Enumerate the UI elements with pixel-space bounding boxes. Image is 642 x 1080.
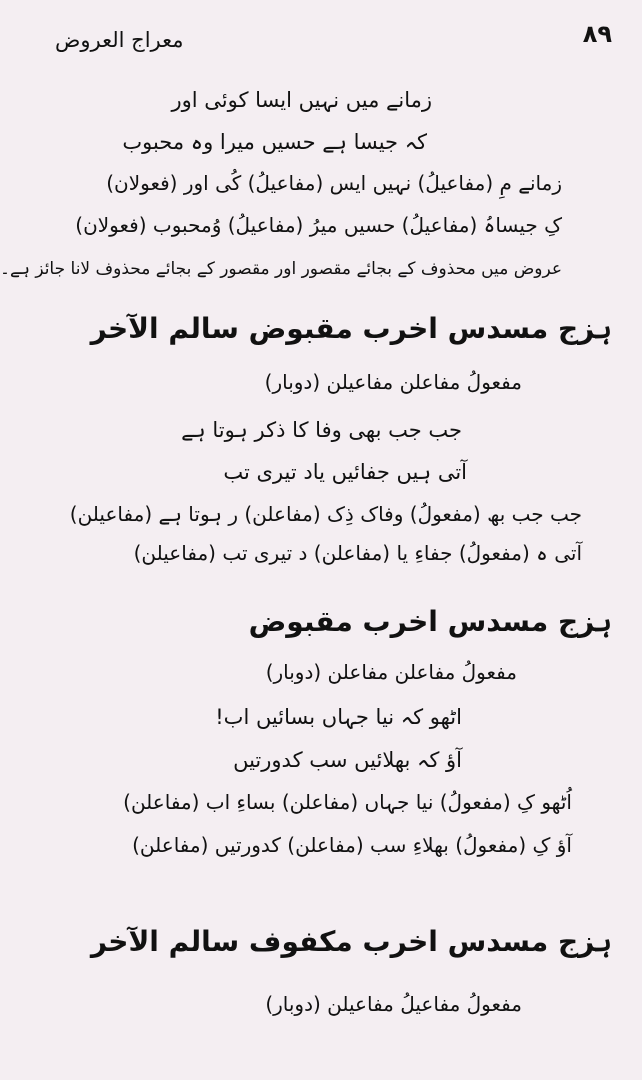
scansion-line-1: جب جب بھ (مفعولُ) وفاک ذِک (مفاعلن) ر ہوتا ہے (مفاعیلن) — [69, 502, 582, 526]
scansion-line-1: زمانے مِ (مفاعیلُ) نہیں ایس (مفاعیلُ) کُی اور (فعولان) — [106, 171, 562, 195]
meter-pattern: مفعولُ مفاعیلُ مفاعیلن (دوبار) — [265, 992, 522, 1016]
running-title: معراج العروض — [55, 28, 184, 52]
verse-line-1: زمانے میں نہیں ایسا کوئی اور — [171, 88, 432, 112]
meter-pattern: مفعولُ مفاعلن مفاعلن (دوبار) — [265, 660, 517, 684]
prosody-note: عروض میں محذوف کے بجائے مقصور اور مقصور کے بجائے محذوف لانا جائز ہے۔ — [0, 259, 562, 279]
verse-line-2: آتی ہیں جفائیں یاد تیری تب — [223, 460, 467, 484]
meter-pattern: مفعولُ مفاعلن مفاعیلن (دوبار) — [264, 370, 522, 394]
scansion-line-2: کِ جیساہُ (مفاعیلُ) حسیں میرُ (مفاعیلُ) وُمحبوب (فعولان) — [75, 213, 562, 237]
page-number: ۸۹ — [582, 20, 612, 48]
scansion-line-1: اُٹھو کِ (مفعولُ) نیا جہاں (مفاعلن) بساءِ اب (مفاعلن) — [123, 790, 572, 814]
scansion-line-2: آؤ کِ (مفعولُ) بھلاءِ سب (مفاعلن) کدورتیں (مفاعلن) — [132, 833, 572, 857]
verse-line-1: جب جب بھی وفا کا ذکر ہوتا ہے — [181, 418, 462, 442]
scansion-line-2: آتی ہ (مفعولُ) جفاءِ یا (مفاعلن) د تیری تب (مفاعیلن) — [133, 541, 582, 565]
section-heading: ہزج مسدس اخرب مکفوف سالم الآخر — [90, 925, 612, 958]
verse-line-2: آؤ کہ بھلائیں سب کدورتیں — [233, 748, 462, 772]
section-heading: ہزج مسدس اخرب مقبوض سالم الآخر — [90, 312, 612, 345]
verse-line-1: اٹھو کہ نیا جہاں بسائیں اب! — [215, 705, 462, 729]
verse-line-2: کہ جیسا ہے حسیں میرا وہ محبوب — [122, 130, 427, 154]
section-heading: ہزج مسدس اخرب مقبوض — [248, 605, 612, 638]
